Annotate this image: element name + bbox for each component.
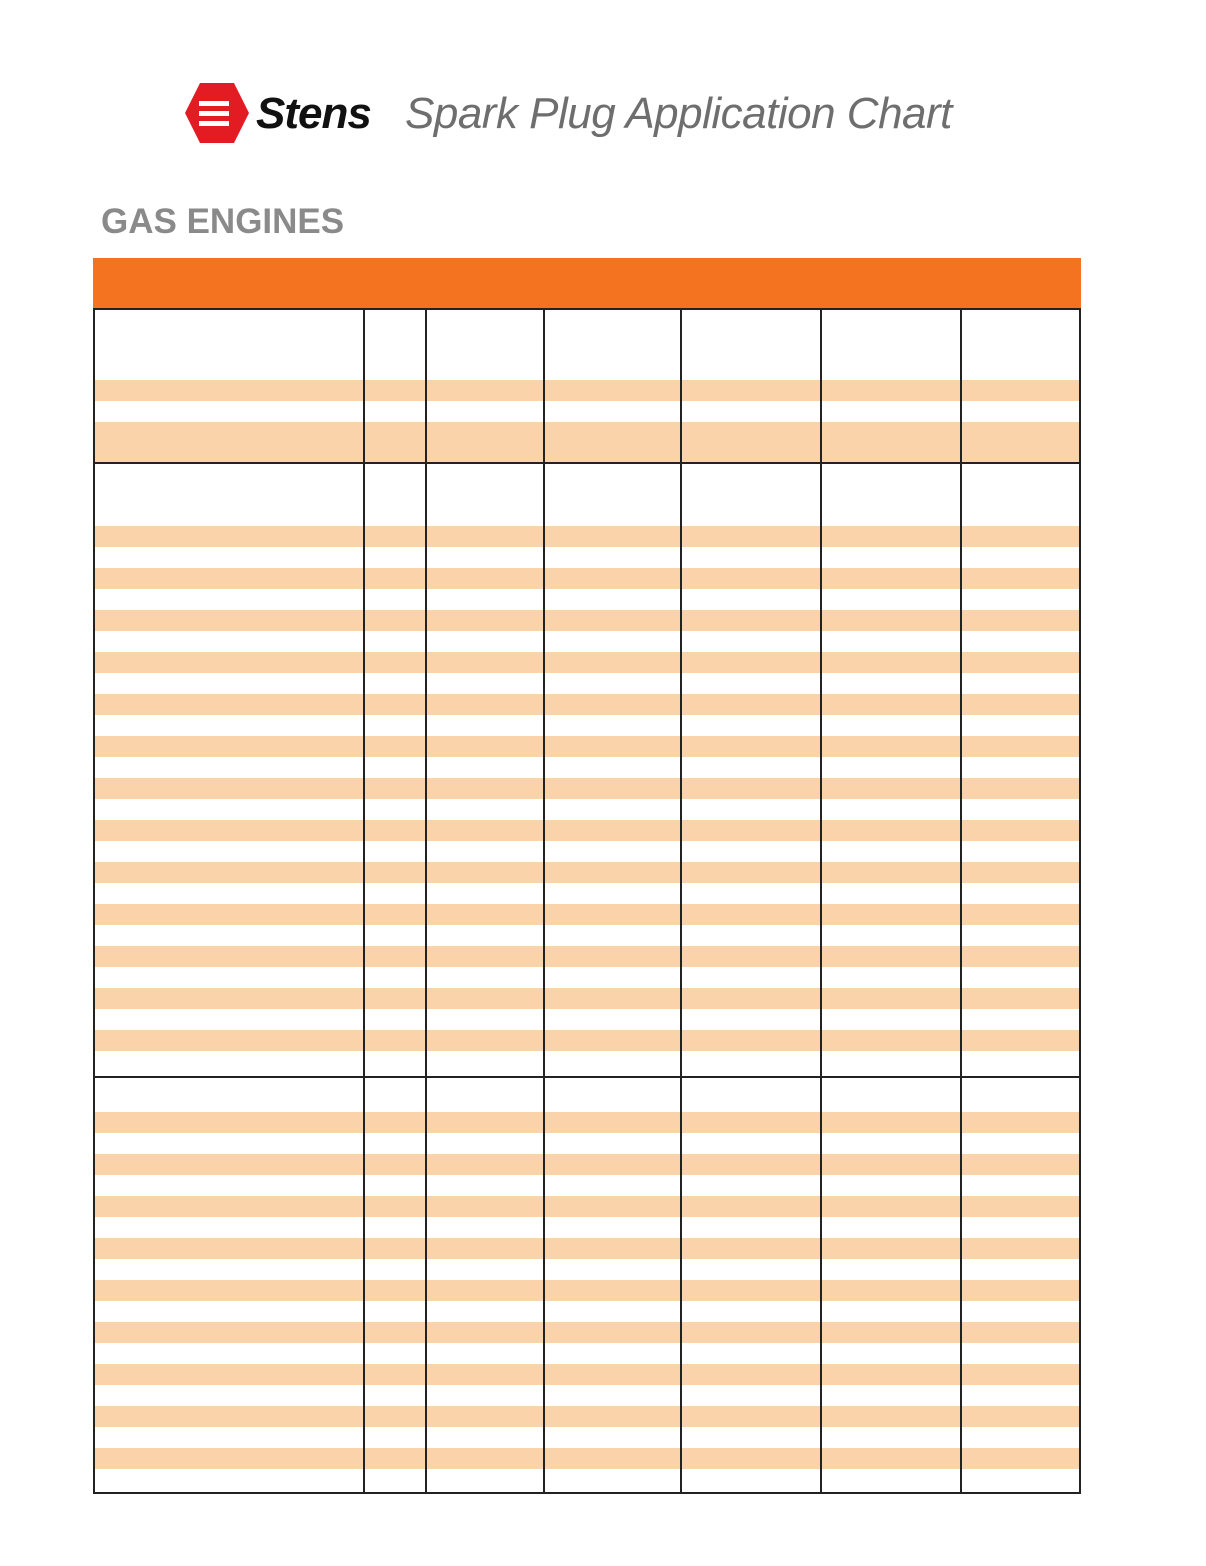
table-row: [93, 526, 1081, 547]
table-row: [93, 1301, 1081, 1322]
brand-name: Stens: [256, 89, 371, 138]
table-group-divider: [93, 462, 1081, 464]
table-row: [93, 1175, 1081, 1196]
table-row: [93, 1196, 1081, 1217]
table-row: [93, 673, 1081, 694]
spark-plug-table: [93, 308, 1081, 1494]
table-row: [93, 1217, 1081, 1238]
table-row: [93, 1343, 1081, 1364]
table-row: [93, 1051, 1081, 1076]
table-row: [93, 589, 1081, 610]
table-row: [93, 1009, 1081, 1030]
table-row: [93, 946, 1081, 967]
table-row: [93, 1469, 1081, 1492]
table-row: [93, 736, 1081, 757]
table-column-divider: [960, 308, 962, 1494]
table-row: [93, 1280, 1081, 1301]
table-row: [93, 652, 1081, 673]
table-row: [93, 1112, 1081, 1133]
table-row: [93, 1427, 1081, 1448]
table-column-divider: [680, 308, 682, 1494]
table-column-divider: [93, 308, 95, 1494]
table-row: [93, 568, 1081, 589]
table-row: [93, 610, 1081, 631]
table-row: [93, 694, 1081, 715]
table-column-divider: [1079, 308, 1081, 1494]
table-column-divider: [425, 308, 427, 1494]
table-column-divider: [543, 308, 545, 1494]
section-title: GAS ENGINES: [101, 202, 345, 241]
table-row: [93, 1406, 1081, 1427]
table-row: [93, 1385, 1081, 1406]
page-title: Spark Plug Application Chart: [405, 89, 952, 138]
table-group-divider: [93, 1076, 1081, 1078]
table-row: [93, 988, 1081, 1009]
table-row: [93, 778, 1081, 799]
table-row: [93, 1030, 1081, 1051]
table-row: [93, 904, 1081, 925]
table-row: [93, 715, 1081, 736]
table-row: [93, 820, 1081, 841]
stens-logo-icon: [184, 82, 250, 144]
table-row: [93, 925, 1081, 946]
table-row: [93, 883, 1081, 904]
table-column-divider: [363, 308, 365, 1494]
table-row: [93, 1448, 1081, 1469]
table-row: [93, 1238, 1081, 1259]
table-row: [93, 1259, 1081, 1280]
table-row: [93, 1364, 1081, 1385]
table-header-bar: [93, 258, 1081, 308]
table-row: [93, 799, 1081, 820]
table-row: [93, 862, 1081, 883]
table-row: [93, 1133, 1081, 1154]
table-row: [93, 380, 1081, 401]
table-border-top: [93, 308, 1081, 310]
table-row: [93, 422, 1081, 462]
table-row: [93, 1322, 1081, 1343]
table-row: [93, 967, 1081, 988]
table-border-bottom: [93, 1492, 1081, 1494]
table-row: [93, 631, 1081, 652]
table-row: [93, 547, 1081, 568]
table-row: [93, 401, 1081, 422]
table-row: [93, 841, 1081, 862]
table-row: [93, 1154, 1081, 1175]
table-column-divider: [820, 308, 822, 1494]
table-row: [93, 757, 1081, 778]
